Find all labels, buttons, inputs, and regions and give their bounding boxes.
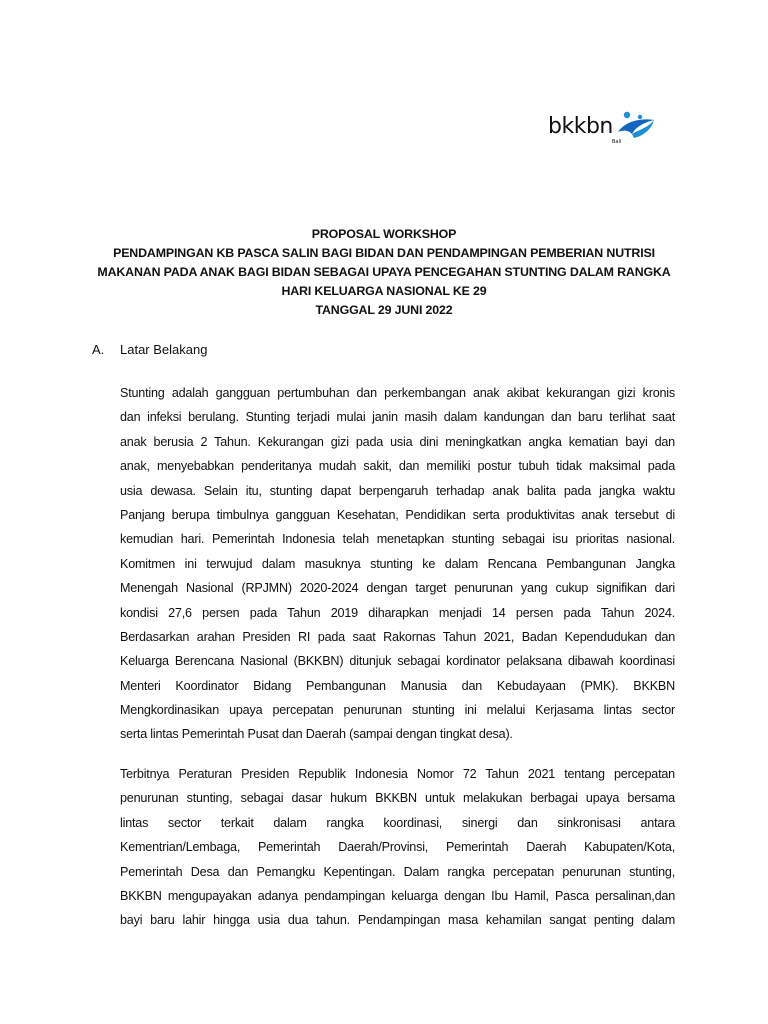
paragraph-line: usia dewasa. Selain itu, stunting dapat berpengaruh terhadap anak balita pada jangka waktu xyxy=(120,483,675,498)
logo-swirl-icon xyxy=(548,110,658,150)
section-number: A. xyxy=(92,342,105,357)
paragraph-line: Terbitnya Peraturan Presiden Republik Indonesia Nomor 72 Tahun 2021 tentang percepatan xyxy=(120,767,675,781)
paragraph-line: Panjang berupa timbulnya gangguan Kesehatan, Pendidikan serta produktivitas anak tersebut di xyxy=(120,507,675,522)
paragraph-line: penurunan stunting, sebagai dasar hukum BKKBN untuk melakukan berbagai upaya bersama xyxy=(120,791,675,806)
paragraph-line: Keluarga Berencana Nasional (BKKBN) ditunjuk sebagai kordinator pelaksana dibawah koordinasi xyxy=(120,654,675,669)
paragraph-1 xyxy=(120,381,675,747)
paragraph-line: Kementrian/Lembaga, Pemerintah Daerah/Provinsi, Pemerintah Daerah Kabupaten/Kota, xyxy=(120,840,675,855)
paragraph-line: Mengkordinasikan upaya percepatan penurunan stunting ini melalui Kerjasama lintas sector xyxy=(120,703,675,718)
section-title: Latar Belakang xyxy=(120,342,208,357)
paragraph-line: serta lintas Pemerintah Pusat dan Daerah (sampai dengan tingkat desa). xyxy=(120,727,513,742)
section-heading xyxy=(92,341,207,359)
document-title xyxy=(90,225,678,320)
paragraph-line: kemudian hari. Pemerintah Indonesia telah menetapkan stunting sebagai isu prioritas nasional. xyxy=(120,532,675,547)
title-line-2: PENDAMPINGAN KB PASCA SALIN BAGI BIDAN DAN PENDAMPINGAN PEMBERIAN NUTRISI xyxy=(113,246,655,260)
paragraph-line: dan infeksi berulang. Stunting terjadi mulai janin masih dalam kandungan dan baru terlihat saat xyxy=(120,410,675,425)
paragraph-2 xyxy=(120,762,675,933)
paragraph-line: anak, menyebabkan penderitanya mudah sakit, dan memiliki postur tubuh tidak maksimal pada xyxy=(120,459,675,474)
paragraph-line: lintas sector terkait dalam rangka koordinasi, sinergi dan sinkronisasi antara xyxy=(120,815,675,830)
paragraph-line: Berdasarkan arahan Presiden RI pada saat Rakornas Tahun 2021, Badan Kependudukan dan xyxy=(120,629,675,644)
paragraph-line: Komitmen ini terwujud dalam masuknya stunting ke dalam Rencana Pembangunan Jangka xyxy=(120,556,675,571)
title-line-3: MAKANAN PADA ANAK BAGI BIDAN SEBAGAI UPAYA PENCEGAHAN STUNTING DALAM RANGKA xyxy=(97,265,671,279)
title-line-5: TANGGAL 29 JUNI 2022 xyxy=(315,303,453,317)
paragraph-line: kondisi 27,6 persen pada Tahun 2019 diharapkan menjadi 14 persen pada Tahun 2024. xyxy=(120,605,675,620)
logo-region: Bali xyxy=(612,139,622,145)
paragraph-line: bayi baru lahir hingga usia dua tahun. Pendampingan masa kehamilan sangat penting dalam xyxy=(120,913,675,928)
paragraph-line: BKKBN mengupayakan adanya pendampingan keluarga dengan Ibu Hamil, Pasca persalinan,dan xyxy=(120,888,675,903)
paragraph-line: Menengah Nasional (RPJMN) 2020-2024 dengan target penurunan yang cukup signifikan dari xyxy=(120,581,675,596)
title-line-1: PROPOSAL WORKSHOP xyxy=(311,227,457,241)
paragraph-line: Stunting adalah gangguan pertumbuhan dan perkembangan anak akibat kekurangan gizi kronis xyxy=(120,386,675,400)
paragraph-line: Pemerintah Desa dan Pemangku Kepentingan. Dalam rangka percepatan penurunan stunting, xyxy=(120,864,675,879)
title-line-4: HARI KELUARGA NASIONAL KE 29 xyxy=(281,284,487,298)
logo-wordmark: bkkbn xyxy=(548,114,613,139)
bkkbn-logo xyxy=(548,110,658,150)
paragraph-line: Menteri Koordinator Bidang Pembangunan Manusia dan Kebudayaan (PMK). BKKBN xyxy=(120,678,675,693)
paragraph-line: anak berusia 2 Tahun. Kekurangan gizi pada usia dini meningkatkan angka kematian bayi dan xyxy=(120,434,675,449)
